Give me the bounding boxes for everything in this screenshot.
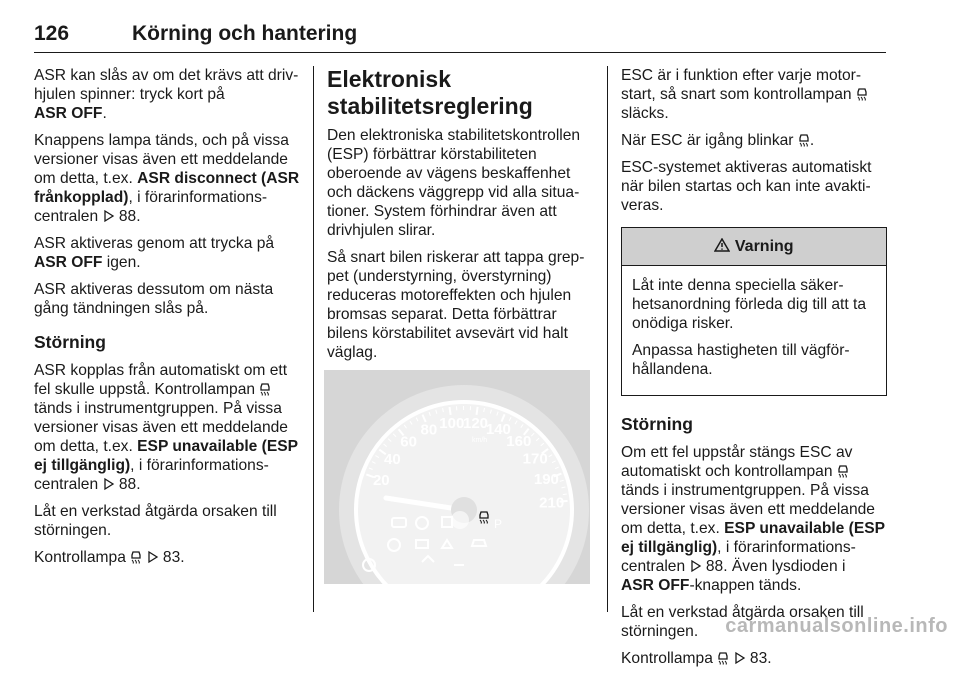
gauge-label: 60 [400,434,417,451]
asr-off-label: ASR OFF [621,577,689,594]
text: Låt en verkstad åtgärda orsaken till störningen. [621,604,864,640]
paragraph [327,248,593,362]
paragraph [621,649,887,668]
text: , i förarinformationscentralen [34,189,267,225]
gauge-label: 190 [534,471,559,488]
paragraph [327,126,593,240]
car-skid-icon [259,382,271,396]
reference-triangle-icon [103,477,115,491]
car-skid-icon [798,133,810,147]
text: ESC-systemet aktiveras automatiskt när bilen startas och kan inte avaktiveras. [621,159,871,214]
reference-triangle-icon [690,559,702,573]
text: ASR kan slås av om det krävs att drivhjulen spinner: tryck kort på [34,67,298,103]
text: ASR aktiveras dessutom om nästa gång tändningen slås på. [34,281,273,317]
asr-off-label: ASR OFF [34,105,102,122]
paragraph [34,361,300,494]
text: När ESC är igång blinkar [621,132,793,149]
text: . [102,105,106,122]
paragraph [34,66,300,123]
reference-triangle-icon [734,651,746,665]
column-1 [34,66,300,575]
warning-box [621,227,887,396]
paragraph [34,280,300,318]
page-reference: 83. [163,549,185,566]
paragraph [34,234,300,272]
gauge-label: 40 [384,451,401,468]
column-divider [313,66,314,612]
column-divider [607,66,608,612]
paragraph [34,548,300,567]
message-label: ESP unavailable (ESP ej tillgänglig) [621,520,885,556]
text: , i förarinformationscentralen [621,539,856,575]
gauge-label: 120 [463,415,488,432]
gauge-label: 170 [523,450,548,467]
message-label: ASR disconnect (ASR frånkopplad) [34,170,299,206]
paragraph [621,66,887,123]
paragraph [34,131,300,226]
watermark: carmanualsonline.info [725,615,948,638]
page-reference: 88. [119,208,141,225]
section-heading: Störning [621,414,887,435]
warning-triangle-icon [714,238,730,252]
text: igen. [107,254,141,271]
gauge-label: 20 [373,472,390,489]
paragraph [34,502,300,540]
car-skid-icon [717,651,729,665]
gauge-label: 210 [539,494,564,511]
chapter-title: Körning och hantering [132,22,357,46]
text: Låt en verkstad åtgärda orsaken till störningen. [34,503,277,539]
paragraph [621,131,887,150]
warning-title: Varning [735,238,794,255]
gauge-label: 160 [506,433,531,450]
gauge-tick [477,407,478,415]
paragraph: Anpassa hastigheten till vägförhållandena. [632,341,876,379]
text: , i förarinformationscentralen [34,457,269,493]
message-label: ESP unavailable (ESP ej tillgänglig) [34,438,298,474]
paragraph [621,158,887,215]
car-skid-icon [856,87,868,101]
text: Kontrollampa [621,650,713,667]
text: Så snart bilen riskerar att tappa greppet (understyrning, överstyrning) reduceras motoreffekten och hjulen bromsas separat. Detta förbättrar bilens körstabilitet avsevärt vid halt väglag. [327,249,584,361]
column-2 [327,66,593,584]
reference-triangle-icon [103,209,115,223]
car-skid-icon [837,464,849,478]
text: Knappens lampa tänds, och på vissa versioner visas även ett meddelande om detta, t.ex. [34,132,289,187]
text: Den elektroniska stabilitetskontrollen (ESP) förbättrar körstabiliteten oberoende av vägens beskaffenhet och däckens väggrepp vid alla situationer. System förhindrar även att drivhjulen slirar. [327,127,580,239]
unit-label: km/h [472,437,487,444]
text: ASR kopplas från automatiskt om ett fel skulle uppstå. Kontrollampan [34,362,287,398]
car-skid-icon [130,550,142,564]
gauge-label: 100 [439,415,464,432]
text: tänds i instrumentgruppen. På vissa versioner visas även ett meddelande om detta, t.ex. [34,400,288,455]
warning-header [622,228,886,266]
page-header [34,20,886,53]
svg-text:P: P [494,517,502,531]
page-reference: 83. [750,650,772,667]
paragraph: Låt inte denna speciella säkerhetsanordning förleda dig till att ta onödiga risker. [632,276,876,333]
page-reference: 88. Även lysdioden i [706,558,846,575]
gauge-tick [450,407,451,415]
reference-triangle-icon [147,550,159,564]
column-3 [621,66,887,676]
text: Om ett fel uppstår stängs ESC av automatiskt och kontrollampan [621,444,852,480]
paragraph [621,443,887,595]
gauge-label: 80 [421,421,438,438]
warning-body [622,266,886,395]
text: Kontrollampa [34,549,126,566]
section-heading: Störning [34,332,300,353]
text: släcks. [621,105,669,122]
text: . [810,132,814,149]
text: ASR aktiveras genom att trycka på [34,235,274,252]
gauge-label: 140 [486,421,511,438]
section-heading: Elektronisk stabilitetsreglering [327,66,593,120]
text: ESC är i funktion efter varje motorstart, så snart som kontrollampan [621,67,861,103]
speedometer-illustration [324,370,590,584]
page-reference: 88. [119,476,141,493]
page-number: 126 [34,22,69,46]
text: -knappen tänds. [689,577,801,594]
asr-off-label: ASR OFF [34,254,102,271]
text: tänds i instrumentgruppen. På vissa versioner visas även ett meddelande om detta, t.ex. [621,482,875,537]
